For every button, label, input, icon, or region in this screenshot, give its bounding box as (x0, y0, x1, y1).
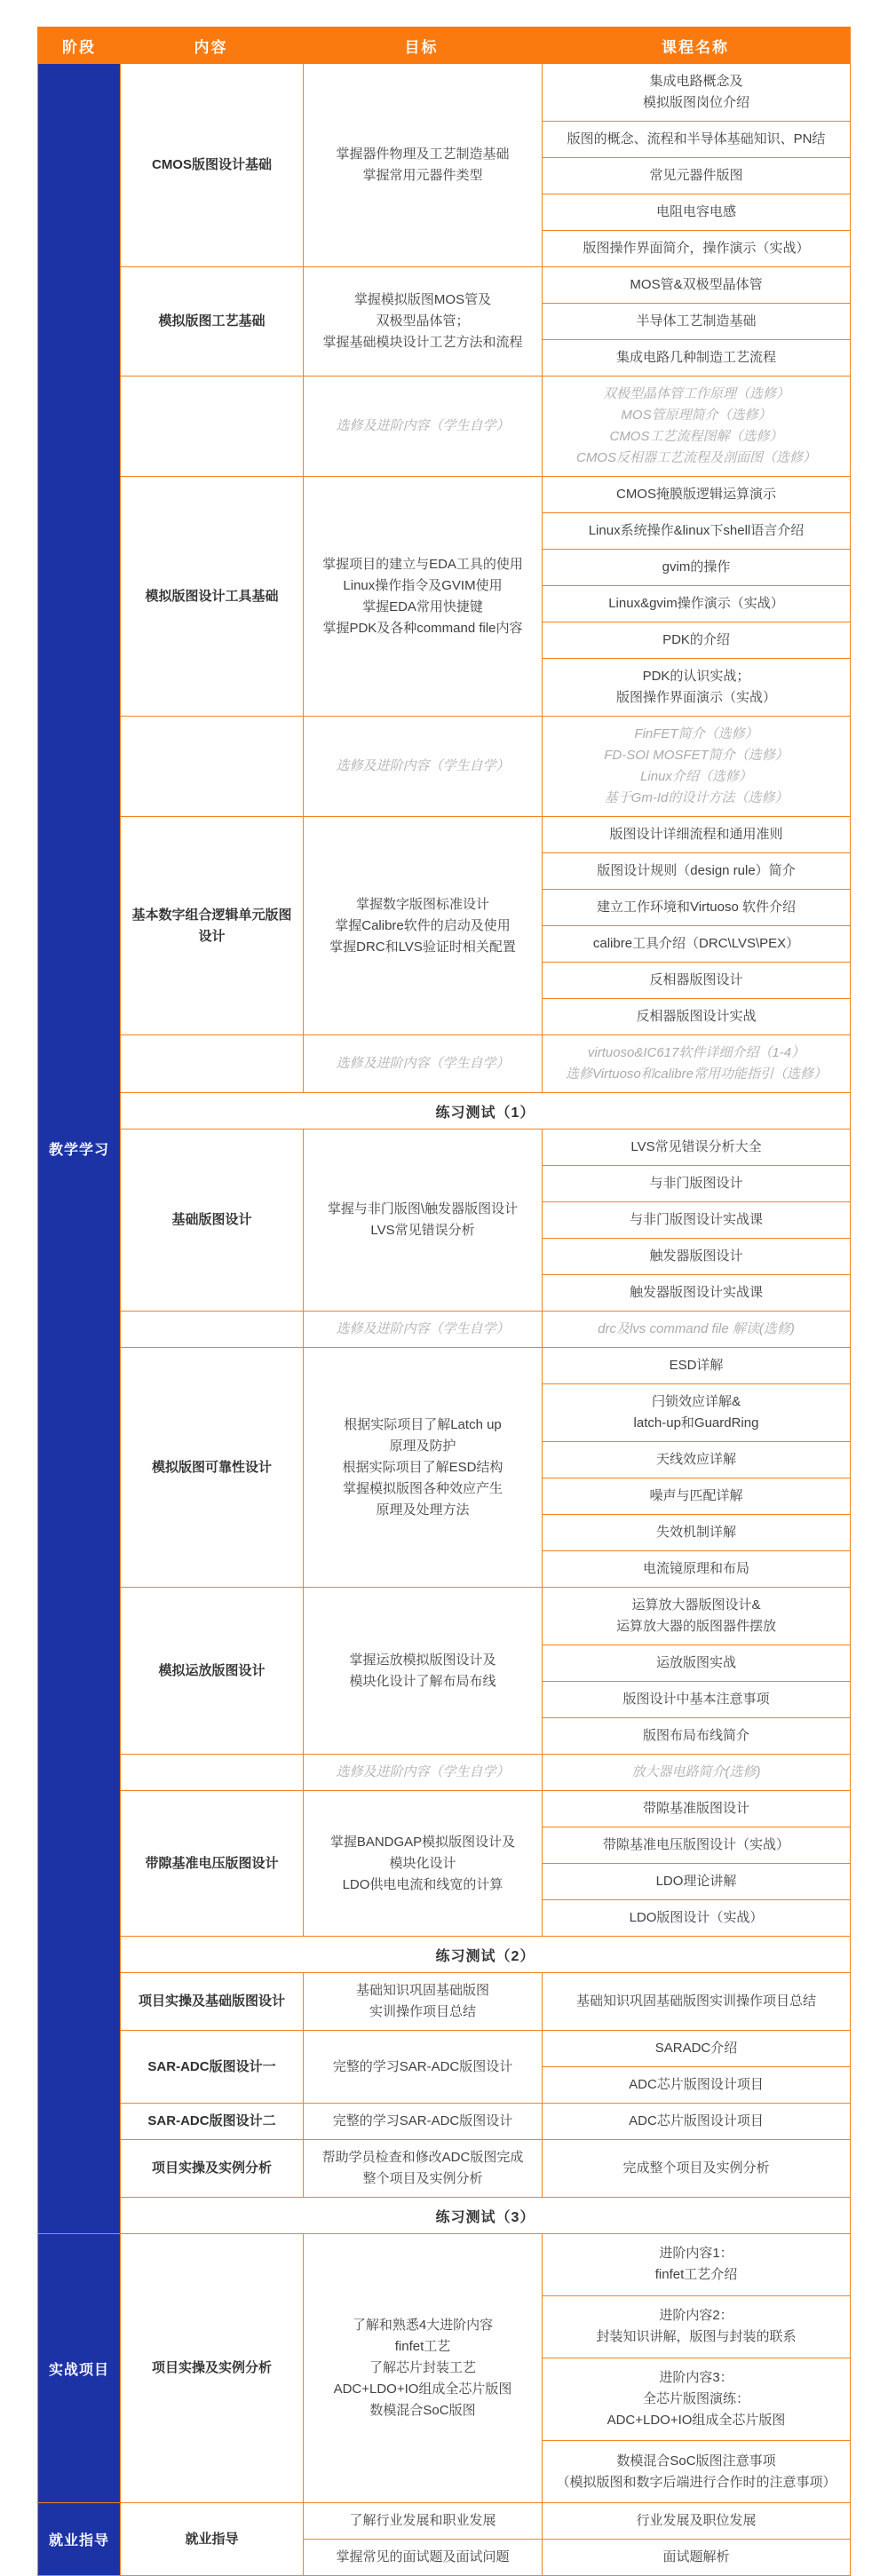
content-cell (121, 717, 303, 816)
course-column (542, 1312, 850, 1347)
section-row (121, 2234, 850, 2502)
course-line: 版图设计详细流程和通用准则 (609, 827, 783, 842)
course-cell (543, 2440, 850, 2502)
section-row (121, 1347, 850, 1587)
stage-cell (38, 64, 120, 2233)
goal-line: 根据实际项目了解ESD结构 (342, 1459, 503, 1475)
course-line: finfet工艺介绍 (654, 2267, 738, 2283)
course-cell (543, 2066, 850, 2103)
goal-line: 模块化设计了解布局布线 (349, 1673, 496, 1689)
course-cell (543, 230, 850, 266)
course-line: drc及lvs command file 解读(选修) (598, 1321, 795, 1336)
table-header (38, 27, 850, 64)
goal-line: 掌握与非门版图\触发器版图设计 (327, 1201, 519, 1217)
goal-cell (303, 1588, 542, 1754)
course-line: ADC芯片版图设计项目 (629, 2113, 764, 2128)
course-cell (543, 1863, 850, 1899)
course-line: 与非门版图设计实战课 (629, 1212, 763, 1227)
stage-label: 教学学习 (48, 1143, 109, 1158)
stage-row (38, 2502, 850, 2575)
course-line: 完成整个项目及实例分析 (622, 2160, 770, 2176)
goal-cell (303, 2140, 542, 2197)
course-line: 行业发展及职位发展 (636, 2513, 757, 2528)
course-cell (543, 1645, 850, 1681)
content-cell (121, 1755, 303, 1790)
course-line: 模拟版图岗位介绍 (642, 95, 749, 110)
course-cell (543, 1827, 850, 1863)
goal-cell (303, 1973, 542, 2030)
course-cell (543, 1274, 850, 1311)
goal-line: 完整的学习SAR-ADC版图设计 (332, 2113, 513, 2128)
header-col-content: 内容 (194, 38, 228, 56)
course-cell (543, 1238, 850, 1274)
goal-cell (303, 1348, 542, 1587)
goal-cell (303, 2540, 542, 2575)
course-line: CMOS工艺流程图解（选修） (609, 429, 783, 444)
stage-body (120, 64, 850, 2233)
course-line: ADC+LDO+IO组成全芯片版图 (607, 2412, 786, 2428)
course-cell (543, 2234, 850, 2295)
course-line: 版图的概念、流程和半导体基础知识、PN结 (567, 131, 826, 147)
content-cell: 基本数字组合逻辑单元版图设计 (131, 907, 292, 944)
course-line: CMOS掩膜版逻辑运算演示 (615, 487, 776, 502)
practice-test-label: 练习测试（2） (435, 1948, 535, 1964)
course-cell (543, 852, 850, 889)
course-line: 反相器版图设计 (649, 972, 743, 987)
course-line: 双极型晶体管工作原理（选修） (602, 386, 789, 401)
course-line: 版图布局布线简介 (642, 1728, 749, 1743)
course-line: 全芯片版图演练： (642, 2390, 749, 2406)
content-cell: CMOS版图设计基础 (151, 157, 272, 172)
course-cell (543, 658, 850, 716)
stage-row (38, 64, 850, 2233)
goal-line: 选修及进阶内容（学生自学） (336, 758, 510, 773)
course-column (542, 1791, 850, 1936)
goal-line: 原理及防护 (389, 1438, 456, 1454)
content-cell (121, 376, 303, 476)
course-cell (543, 1035, 850, 1092)
course-line: 数模混合SoC版图注意事项 (616, 2453, 776, 2469)
goal-line: finfet工艺 (394, 2339, 451, 2354)
course-cell (543, 477, 850, 512)
goal-line: 掌握常用元器件类型 (362, 168, 483, 183)
practice-test-row (121, 1092, 850, 1129)
course-cell (543, 1201, 850, 1238)
course-cell (543, 2140, 850, 2197)
practice-test-row (121, 1936, 850, 1972)
course-line: 版图设计中基本注意事项 (622, 1692, 770, 1707)
stage-cell (38, 2234, 120, 2502)
goal-line: 了解行业发展和职业发展 (349, 2513, 496, 2528)
optional-section-row (121, 1754, 850, 1790)
course-cell (543, 64, 850, 121)
goal-line: 帮助学员检查和修改ADC版图完成 (321, 2150, 524, 2165)
course-cell (543, 1973, 850, 2030)
section-row (121, 1790, 850, 1936)
course-line: PDK的认识实战； (642, 669, 750, 684)
section-row (121, 1129, 850, 1311)
goal-line: LDO供电电流和线宽的计算 (342, 1876, 503, 1892)
course-line: LDO理论讲解 (655, 1874, 737, 1889)
course-line: calibre工具介绍（DRC\LVS\PEX） (592, 936, 800, 951)
course-cell (543, 2031, 850, 2066)
course-column (542, 64, 850, 266)
course-cell (543, 1755, 850, 1790)
section-row (121, 2503, 850, 2575)
course-line: CMOS反相器工艺流程及剖面图（选修） (575, 450, 816, 465)
course-line: 噪声与匹配详解 (649, 1488, 743, 1503)
course-cell (543, 121, 850, 157)
course-line: 选修Virtuoso和calibre常用功能指引（选修） (566, 1066, 827, 1082)
course-cell (543, 585, 850, 622)
course-cell (543, 1717, 850, 1754)
course-line: Linux介绍（选修） (640, 769, 752, 784)
course-column (542, 1035, 850, 1092)
goal-line: 掌握项目的建立与EDA工具的使用 (322, 556, 523, 572)
practice-test-row (121, 2197, 850, 2233)
course-cell (543, 512, 850, 549)
optional-section-row (121, 376, 850, 476)
course-line: 运放版图实战 (655, 1655, 736, 1670)
course-line: MOS管&双极型晶体管 (630, 277, 763, 292)
course-line: LVS常见错误分析大全 (630, 1139, 762, 1154)
course-cell (543, 2104, 850, 2139)
goal-line: 根据实际项目了解Latch up (344, 1416, 502, 1432)
goal-cell (303, 1129, 542, 1311)
course-cell (543, 889, 850, 925)
course-cell (543, 1348, 850, 1383)
course-line: 封装知识讲解，版图与封装的联系 (596, 2329, 797, 2345)
course-line: 带隙基准电压版图设计（实战） (602, 1837, 789, 1852)
course-line: 建立工作环境和Virtuoso 软件介绍 (597, 900, 796, 915)
course-cell (542, 2503, 850, 2539)
goal-line: 选修及进阶内容（学生自学） (336, 1056, 510, 1071)
course-line: 版图操作界面演示（实战） (615, 690, 776, 705)
content-cell: 项目实操及基础版图设计 (138, 1993, 285, 2009)
stage-label: 就业指导 (48, 2533, 109, 2548)
course-cell (543, 1478, 850, 1514)
section-row (121, 266, 850, 376)
course-line: 进阶内容3： (659, 2369, 733, 2385)
course-line: 版图操作界面简介，操作演示（实战） (583, 241, 810, 256)
course-line: 面试题解析 (662, 2549, 730, 2564)
section-row (121, 2139, 850, 2197)
goal-line: 了解和熟悉4大进阶内容 (352, 2318, 494, 2333)
course-cell (543, 1441, 850, 1478)
content-cell (121, 1312, 303, 1347)
course-line: latch-up和GuardRing (633, 1415, 759, 1431)
content-cell: 模拟版图工艺基础 (158, 313, 266, 329)
goal-line: 基础知识巩固基础版图 (355, 1983, 489, 1998)
course-line: 失效机制详解 (655, 1525, 736, 1540)
course-line: FinFET简介（选修） (634, 726, 758, 741)
course-cell (543, 1514, 850, 1550)
course-line: 触发器版图设计 (649, 1248, 743, 1264)
content-cell: 模拟运放版图设计 (158, 1662, 266, 1678)
goal-cell (303, 2104, 542, 2139)
course-column (542, 267, 850, 376)
course-column (542, 1129, 850, 1311)
course-cell (543, 2295, 850, 2358)
course-cell (543, 1312, 850, 1347)
goal-line: 选修及进阶内容（学生自学） (336, 1764, 510, 1779)
content-cell (121, 1035, 303, 1092)
course-cell (543, 1681, 850, 1717)
course-cell (543, 157, 850, 194)
course-cell (543, 817, 850, 852)
content-cell: 项目实操及实例分析 (151, 2360, 272, 2375)
goal-line: 选修及进阶内容（学生自学） (336, 1321, 510, 1336)
course-cell (543, 339, 850, 376)
course-line: （模拟版图和数字后端进行合作时的注意事项） (556, 2474, 836, 2490)
course-line: PDK的介绍 (662, 632, 730, 647)
section-row (121, 816, 850, 1034)
content-cell: 带隙基准电压版图设计 (145, 1855, 279, 1871)
table-body (38, 64, 850, 2575)
course-column (542, 1973, 850, 2030)
course-cell (543, 622, 850, 658)
pair-row (303, 2503, 850, 2539)
course-line: FD-SOI MOSFET简介（选修） (604, 748, 789, 763)
goal-line: 掌握DRC和LVS验证时相关配置 (329, 939, 516, 955)
course-line: 版图设计规则（design rule）简介 (597, 863, 796, 878)
goal-cell (303, 267, 542, 376)
content-cell: 项目实操及实例分析 (151, 2160, 272, 2176)
course-cell (543, 1791, 850, 1827)
content-cell: 模拟版图设计工具基础 (145, 588, 279, 604)
stage-cell (38, 2503, 120, 2575)
course-column (542, 1348, 850, 1587)
course-column (542, 1755, 850, 1790)
content-cell: SAR-ADC版图设计一 (147, 2058, 276, 2074)
section-row (121, 2103, 850, 2139)
goal-cell (303, 2031, 542, 2103)
course-line: 电流镜原理和布局 (642, 1561, 749, 1576)
course-cell (542, 2540, 850, 2575)
course-column (542, 376, 850, 476)
content-cell: 基础版图设计 (171, 1212, 252, 1227)
course-line: Linux&gvim操作演示（实战） (608, 596, 784, 611)
goal-line: 掌握基础模块设计工艺方法和流程 (322, 335, 523, 350)
goal-line: 掌握EDA常用快捷键 (362, 598, 483, 614)
goal-line: 双极型晶体管； (376, 313, 470, 329)
goal-line: 实训操作项目总结 (369, 2004, 476, 2019)
course-column (542, 477, 850, 716)
goal-line: 掌握模拟版图MOS管及 (353, 292, 492, 307)
goal-line: 掌握运放模拟版图设计及 (349, 1652, 496, 1668)
optional-section-row (121, 716, 850, 816)
course-line: 运算放大器版图设计& (631, 1597, 761, 1613)
goal-cell (303, 376, 542, 476)
course-column (542, 1588, 850, 1754)
course-line: 集成电路概念及 (649, 74, 743, 89)
goal-cell (303, 1791, 542, 1936)
course-line: 运算放大器的版图器件摆放 (615, 1619, 776, 1634)
goal-cell (303, 64, 542, 266)
course-cell (543, 1165, 850, 1201)
optional-section-row (121, 1034, 850, 1092)
goal-cell (303, 1035, 542, 1092)
course-cell (543, 962, 850, 998)
goal-line: 了解芯片封装工艺 (369, 2360, 476, 2375)
course-line: 反相器版图设计实战 (636, 1009, 757, 1024)
course-line: 基础知识巩固基础版图实训操作项目总结 (575, 1993, 816, 2009)
course-line: ESD详解 (669, 1358, 724, 1373)
course-cell (543, 549, 850, 585)
course-line: MOS管原理简介（选修） (621, 408, 772, 423)
goal-line: 掌握模拟版图各种效应产生 (342, 1480, 503, 1496)
goal-cell (303, 477, 542, 716)
goal-line: 模块化设计 (389, 1855, 456, 1871)
course-line: 常见元器件版图 (649, 168, 743, 183)
course-line: 进阶内容1： (659, 2246, 733, 2262)
stage-label: 实战项目 (48, 2362, 109, 2378)
content-cell: 模拟版图可靠性设计 (151, 1459, 272, 1475)
pair-row (303, 2539, 850, 2575)
goal-cell (303, 717, 542, 816)
goal-line: 完整的学习SAR-ADC版图设计 (332, 2058, 513, 2074)
section-row (121, 1587, 850, 1754)
header-col-goal: 目标 (404, 38, 439, 56)
goal-line: 掌握常见的面试题及面试问题 (336, 2549, 510, 2564)
course-cell (543, 717, 850, 816)
goal-line: 原理及处理方法 (376, 1502, 470, 1518)
goal-cell (303, 2234, 542, 2502)
stage-body (120, 2503, 850, 2575)
curriculum-table (37, 27, 851, 2576)
goal-cell (303, 2503, 542, 2539)
course-line: Linux系统操作&linux下shell语言介绍 (588, 523, 805, 538)
course-line: 基于Gm-Id的设计方法（选修） (604, 790, 789, 805)
course-column (542, 2031, 850, 2103)
goal-cell (303, 1755, 542, 1790)
course-line: 进阶内容2： (659, 2308, 733, 2324)
course-line: 半导体工艺制造基础 (636, 313, 757, 329)
course-line: 天线效应详解 (655, 1452, 736, 1467)
section-row (121, 64, 850, 266)
goal-line: 数模混合SoC版图 (369, 2403, 476, 2418)
section-row (121, 2030, 850, 2103)
course-line: gvim的操作 (662, 559, 731, 575)
course-cell (543, 194, 850, 230)
course-cell (543, 1383, 850, 1441)
course-line: virtuoso&IC617软件详细介绍（1-4） (587, 1045, 805, 1060)
course-column (542, 2140, 850, 2197)
section-row (121, 1972, 850, 2030)
goal-line: 掌握器件物理及工艺制造基础 (336, 147, 510, 162)
goal-line: 掌握PDK及各种command file内容 (322, 620, 523, 636)
course-line: LDO版图设计（实战） (629, 1910, 764, 1925)
goal-line: Linux操作指令及GVIM使用 (343, 577, 503, 593)
course-cell (543, 998, 850, 1034)
course-cell (543, 1899, 850, 1936)
goal-line: 掌握Calibre软件的启动及使用 (335, 917, 511, 933)
course-line: 电阻电容电感 (655, 204, 736, 219)
goal-course-pairs (303, 2503, 850, 2575)
goal-cell (303, 1312, 542, 1347)
optional-section-row (121, 1311, 850, 1347)
goal-line: 选修及进阶内容（学生自学） (336, 418, 510, 433)
stage-row (38, 2233, 850, 2502)
course-cell (543, 376, 850, 476)
course-line: ADC芯片版图设计项目 (629, 2077, 764, 2092)
goal-cell (303, 817, 542, 1034)
course-line: 集成电路几种制造工艺流程 (615, 350, 776, 365)
course-cell (543, 1550, 850, 1587)
course-cell (543, 1129, 850, 1165)
course-line: 带隙基准版图设计 (642, 1801, 749, 1816)
header-col-course-name: 课程名称 (662, 38, 729, 56)
goal-line: ADC+LDO+IO组成全芯片版图 (333, 2382, 512, 2397)
goal-line: 整个项目及实例分析 (362, 2171, 483, 2186)
goal-line: 掌握BANDGAP模拟版图设计及 (329, 1834, 516, 1850)
course-cell (543, 2358, 850, 2441)
course-cell (543, 267, 850, 303)
course-cell (543, 1588, 850, 1645)
stage-body (120, 2234, 850, 2502)
course-cell (543, 925, 850, 962)
course-line: 放大器电路简介(选修) (631, 1764, 761, 1779)
goal-line: LVS常见错误分析 (370, 1223, 475, 1238)
course-column (542, 2104, 850, 2139)
course-column (542, 817, 850, 1034)
goal-line: 掌握数字版图标准设计 (355, 896, 489, 912)
course-line: 与非门版图设计 (649, 1176, 743, 1191)
practice-test-label: 练习测试（3） (435, 2209, 535, 2225)
content-cell: SAR-ADC版图设计二 (147, 2113, 276, 2128)
course-line: 触发器版图设计实战课 (629, 1285, 763, 1300)
content-cell: 就业指导 (185, 2531, 239, 2547)
practice-test-label: 练习测试（1） (435, 1105, 535, 1121)
header-col-stage: 阶段 (62, 38, 96, 56)
course-line: 闩锁效应详解& (651, 1394, 741, 1409)
course-cell (543, 303, 850, 339)
course-column (542, 2234, 850, 2502)
course-line: SARADC介绍 (654, 2041, 738, 2056)
section-row (121, 476, 850, 716)
course-column (542, 717, 850, 816)
